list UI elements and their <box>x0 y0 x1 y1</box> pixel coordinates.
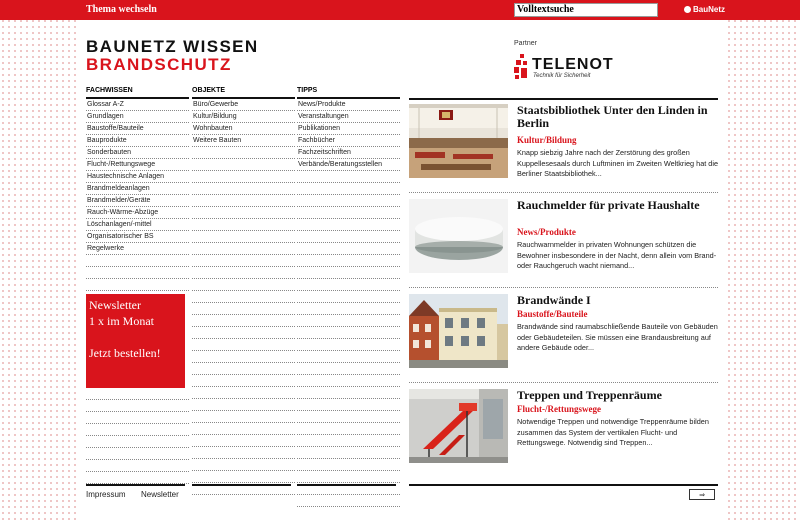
article-title[interactable]: Rauchmelder für private Haushalte <box>517 198 700 212</box>
empty-row <box>297 195 400 207</box>
empty-row <box>297 423 400 435</box>
article-excerpt: Knapp siebzig Jahre nach der Zerstörung des großen Kuppellesesaals durch Luftminen im Zweiten Weltkrieg hat die Berliner Staatsbibliothek... <box>517 148 719 178</box>
nav-list <box>192 99 295 495</box>
logo-square <box>516 60 521 65</box>
empty-row <box>192 435 295 447</box>
nav-item[interactable]: Haustechnische Anlagen <box>86 171 189 183</box>
empty-row <box>192 423 295 435</box>
empty-row <box>192 327 295 339</box>
empty-row <box>86 460 189 472</box>
empty-row <box>297 351 400 363</box>
empty-row <box>297 291 400 303</box>
empty-row <box>192 231 295 243</box>
nav-item[interactable]: Rauch-Wärme-Abzüge <box>86 207 189 219</box>
empty-row <box>297 171 400 183</box>
article-title[interactable]: Brandwände I <box>517 293 591 307</box>
empty-row <box>86 436 189 448</box>
empty-row <box>297 435 400 447</box>
empty-row <box>297 231 400 243</box>
empty-row <box>297 399 400 411</box>
article-title[interactable]: Staatsbibliothek Unter den Linden in Berlin <box>517 103 708 130</box>
baunetz-brand-link[interactable]: BauNetz <box>684 5 725 14</box>
article-excerpt: Brandwände sind raumabschließende Bauteile von Gebäuden oder Gebäudeteilen. Sie müssen eine Brandausbreitung auf andere Gebäude oder... <box>517 322 718 352</box>
empty-row <box>297 411 400 423</box>
partner-logo-telenot[interactable] <box>514 52 624 82</box>
nav-item[interactable]: Fachbücher <box>297 135 400 147</box>
nav-item[interactable]: Glossar A-Z <box>86 99 189 111</box>
nav-item[interactable]: Bauprodukte <box>86 135 189 147</box>
article-category[interactable]: News/Produkte <box>517 227 576 237</box>
nav-item[interactable]: Löschanlagen/-mittel <box>86 219 189 231</box>
column-heading: TIPPS <box>297 86 400 99</box>
empty-row <box>297 387 400 399</box>
nav-list <box>297 99 400 507</box>
empty-row <box>192 351 295 363</box>
empty-row <box>86 255 189 267</box>
empty-row <box>192 447 295 459</box>
empty-row <box>297 363 400 375</box>
nav-item[interactable]: Verbände/Beratungsstellen <box>297 159 400 171</box>
article-teaser[interactable] <box>409 104 718 193</box>
nav-item[interactable]: News/Produkte <box>297 99 400 111</box>
empty-row <box>297 207 400 219</box>
empty-row <box>192 399 295 411</box>
article-excerpt: Rauchwarnmelder in privaten Wohnungen schützen die Bewohner insbesondere in der Nacht, denn allein vom Brand- oder Rauchgeruch wacht niemand... <box>517 240 717 270</box>
fulltext-search-input[interactable] <box>514 3 658 17</box>
column-bottom-rule <box>86 484 185 486</box>
nav-column-fachwissen <box>86 86 189 291</box>
baunetz-logo-icon <box>684 6 691 13</box>
nav-item[interactable]: Brandmelder/Geräte <box>86 195 189 207</box>
nav-item[interactable]: Sonderbauten <box>86 147 189 159</box>
empty-row <box>192 471 295 483</box>
newsletter-line1: Newsletter <box>89 298 141 312</box>
article-teaser[interactable] <box>409 199 718 288</box>
nav-item[interactable]: Veranstaltungen <box>297 111 400 123</box>
empty-row <box>192 279 295 291</box>
empty-row <box>297 255 400 267</box>
empty-row <box>297 279 400 291</box>
empty-row <box>297 243 400 255</box>
empty-row <box>192 171 295 183</box>
empty-row <box>86 448 189 460</box>
column-heading: OBJEKTE <box>192 86 295 99</box>
empty-row <box>192 375 295 387</box>
nav-item[interactable]: Büro/Gewerbe <box>192 99 295 111</box>
nav-item[interactable]: Regelwerke <box>86 243 189 255</box>
article-category[interactable]: Flucht-/Rettungswege <box>517 404 601 414</box>
nav-column-objekte <box>192 86 295 495</box>
empty-row <box>297 375 400 387</box>
article-category[interactable]: Baustoffe/Bauteile <box>517 309 588 319</box>
nav-item[interactable]: Fachzeitschriften <box>297 147 400 159</box>
empty-row <box>192 387 295 399</box>
logo-square <box>514 67 519 73</box>
empty-row <box>192 459 295 471</box>
top-bar <box>0 0 800 20</box>
logo-square <box>520 54 524 58</box>
exit-icon[interactable]: ⇒ <box>689 489 715 500</box>
theme-switch-link[interactable]: Thema wechseln <box>86 4 157 15</box>
empty-row <box>86 400 189 412</box>
empty-row <box>297 447 400 459</box>
nav-item[interactable]: Organisatorischer BS <box>86 231 189 243</box>
partner-label: Partner <box>514 40 537 47</box>
empty-row <box>297 339 400 351</box>
empty-row <box>297 267 400 279</box>
empty-row <box>192 255 295 267</box>
empty-row <box>297 183 400 195</box>
nav-item[interactable]: Kultur/Bildung <box>192 111 295 123</box>
empty-row <box>297 327 400 339</box>
empty-row <box>192 363 295 375</box>
empty-row <box>192 183 295 195</box>
article-teaser[interactable] <box>409 389 718 477</box>
empty-row <box>192 291 295 303</box>
article-excerpt: Notwendige Treppen und notwendige Treppenräume bilden zusammen das System der vertikalen Flucht- und Rettungswege. Notwendig sind Treppen... <box>517 417 709 447</box>
empty-row <box>192 339 295 351</box>
nav-item[interactable]: Grundlagen <box>86 111 189 123</box>
column-heading: FACHWISSEN <box>86 86 189 99</box>
nav-list <box>86 99 189 291</box>
nav-item[interactable]: Baustoffe/Bauteile <box>86 123 189 135</box>
column-bottom-rule <box>297 484 396 486</box>
site-logo-line1[interactable]: BAUNETZ WISSEN <box>86 37 259 56</box>
nav-item[interactable]: Weitere Bauten <box>192 135 295 147</box>
column-bottom-rule <box>192 484 291 486</box>
nav-item[interactable]: Brandmeldeanlagen <box>86 183 189 195</box>
empty-row <box>192 207 295 219</box>
partner-name: TELENOT <box>532 56 614 73</box>
empty-row <box>192 315 295 327</box>
impressum-link[interactable]: Impressum <box>86 490 126 499</box>
nav-item[interactable]: Publikationen <box>297 123 400 135</box>
nav-column-fachwissen-lower <box>86 388 189 484</box>
nav-list-lower <box>86 388 189 484</box>
empty-row <box>86 412 189 424</box>
partner-tagline: Technik für Sicherheit <box>533 73 591 79</box>
empty-row <box>192 411 295 423</box>
article-title[interactable]: Treppen und Treppenräume <box>517 388 662 402</box>
logo-square <box>515 75 519 79</box>
newsletter-line3: Jetzt bestellen! <box>89 346 161 360</box>
empty-row <box>192 219 295 231</box>
nav-column-tipps <box>297 86 400 507</box>
article-image-library[interactable] <box>409 104 508 178</box>
article-category[interactable]: Kultur/Bildung <box>517 135 577 145</box>
empty-row <box>297 495 400 507</box>
empty-row <box>297 303 400 315</box>
article-image-smoke-detector[interactable] <box>409 199 508 273</box>
empty-row <box>192 267 295 279</box>
empty-row <box>86 267 189 279</box>
empty-row <box>297 315 400 327</box>
empty-row <box>297 471 400 483</box>
empty-row <box>192 195 295 207</box>
empty-row <box>192 159 295 171</box>
logo-square <box>521 68 527 78</box>
article-teaser[interactable] <box>409 294 718 383</box>
articles-top-rule <box>409 98 718 100</box>
empty-row <box>192 147 295 159</box>
empty-row <box>192 303 295 315</box>
nav-item[interactable]: Flucht-/Rettungswege <box>86 159 189 171</box>
site-logo-line2[interactable]: BRANDSCHUTZ <box>86 55 232 74</box>
empty-row <box>86 472 189 484</box>
articles-bottom-rule <box>409 484 718 486</box>
newsletter-line2: 1 x im Monat <box>89 314 154 328</box>
spacer <box>89 329 182 345</box>
empty-row <box>297 459 400 471</box>
article-image-stairs[interactable] <box>409 389 508 463</box>
nav-item[interactable]: Wohnbauten <box>192 123 295 135</box>
empty-row <box>192 243 295 255</box>
empty-row <box>297 219 400 231</box>
newsletter-signup-box[interactable] <box>86 294 185 388</box>
logo-square <box>523 61 527 65</box>
article-image-firewall[interactable] <box>409 294 508 368</box>
newsletter-link[interactable]: Newsletter <box>141 490 179 499</box>
empty-row <box>86 424 189 436</box>
empty-row <box>86 279 189 291</box>
empty-row <box>86 388 189 400</box>
